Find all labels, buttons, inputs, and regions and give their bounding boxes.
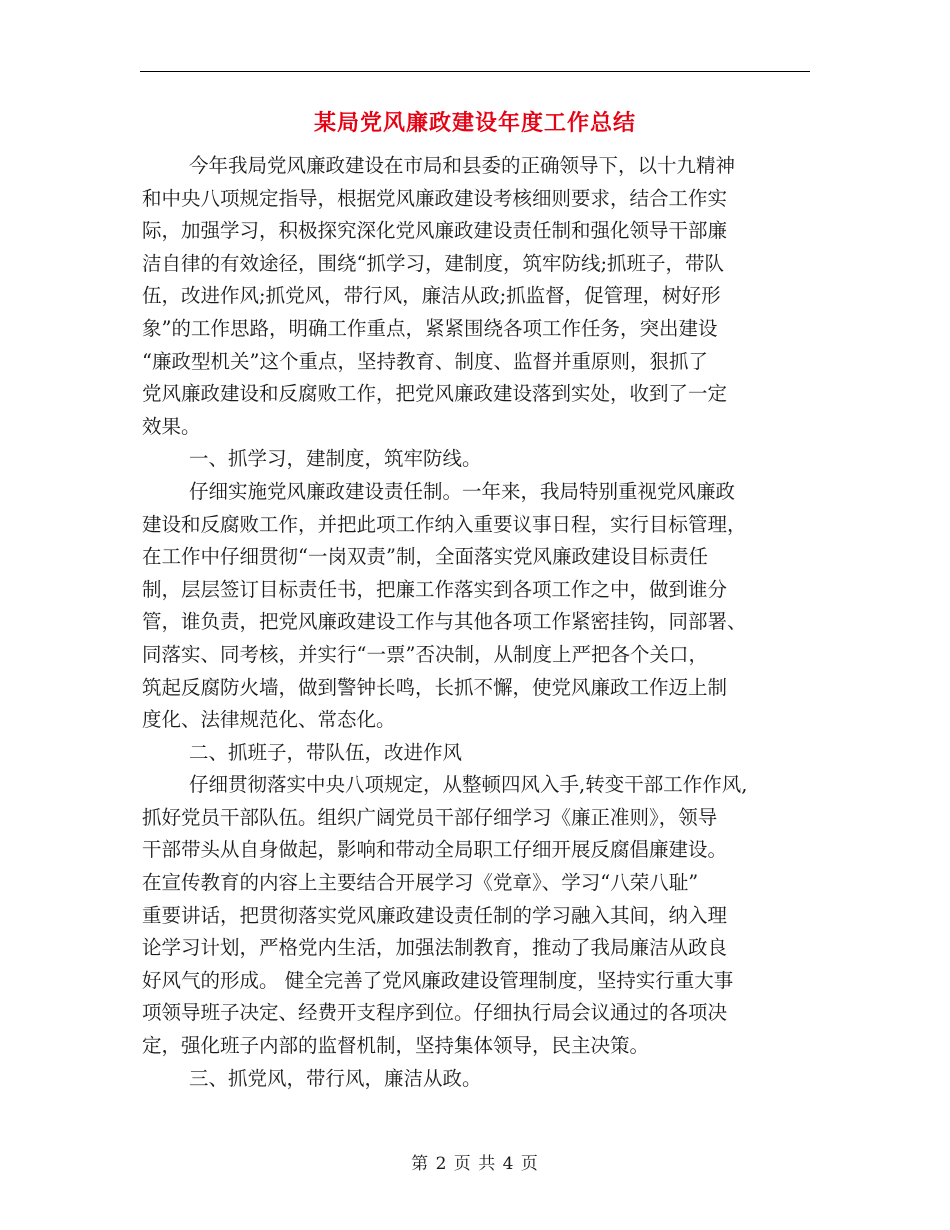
text-line: 一、抓学习，建制度，筑牢防线。 [189,447,482,471]
text-line: 二、抓班子，带队伍，改进作风 [189,740,463,764]
text-line: 仔细实施党风廉政建设责任制。一年来，我局特别重视党风廉政 [189,479,736,503]
header-rule [140,71,810,72]
text-line: 管，谁负责，把党风廉政建设工作与其他各项工作紧密挂钩，同部署、 [142,610,747,634]
text-line: 洁自律的有效途径，围绕“抓学习，建制度，筑牢防线;抓班子，带队 [142,251,725,275]
text-line: 建设和反腐败工作，并把此项工作纳入重要议事日程，实行目标管理， [142,512,747,536]
text-line: 制，层层签订目标责任书，把廉工作落实到各项工作之中，做到谁分 [142,577,728,601]
text-line: 象”的工作思路，明确工作重点，紧紧围绕各项工作任务，突出建设 [142,316,718,340]
text-line: 在宣传教育的内容上主要结合开展学习《党章》、学习“八荣八耻” [142,871,699,895]
text-line: 项领导班子决定、经费开支程序到位。仔细执行局会议通过的各项决 [142,1001,728,1025]
text-line: 和中央八项规定指导，根据党风廉政建设考核细则要求，结合工作实 [142,186,728,210]
text-line: 重要讲话，把贯彻落实党风廉政建设责任制的学习融入其间，纳入理 [142,903,728,927]
text-line: 仔细贯彻落实中央八项规定，从整顿四风入手,转变干部工作作风, [189,773,748,797]
text-line: 党风廉政建设和反腐败工作，把党风廉政建设落到实处，收到了一定 [142,382,728,406]
text-line: 伍，改进作风;抓党风，带行风，廉洁从政;抓监督，促管理，树好形 [142,284,721,308]
text-line: 效果。 [142,414,201,438]
text-line: 好风气的形成。 健全完善了党风廉政建设管理制度，坚持实行重大事 [142,968,734,992]
text-line: 三、抓党风，带行风，廉洁从政。 [189,1066,482,1090]
text-line: 干部带头从自身做起，影响和带动全局职工仔细开展反腐倡廉建设。 [142,838,728,862]
text-line: 在工作中仔细贯彻“一岗双责”制，全面落实党风廉政建设目标责任 [142,545,708,569]
text-line: 际，加强学习，积极探究深化党风廉政建设责任制和强化领导干部廉 [142,219,728,243]
text-line: 度化、法律规范化、常态化。 [142,708,396,732]
document-body [142,150,810,1095]
text-line: 论学习计划，严格党内生活，加强法制教育，推动了我局廉洁从政良 [142,936,728,960]
text-line: 今年我局党风廉政建设在市局和县委的正确领导下，以十九精神 [189,154,736,177]
text-line: 同落实、同考核，并实行“一票”否决制，从制度上严把各个关口， [142,642,708,666]
text-line: 筑起反腐防火墙，做到警钟长鸣，长抓不懈，使党风廉政工作迈上制 [142,675,728,699]
text-line: 抓好党员干部队伍。组织广阔党员干部仔细学习《廉正准则》，领导 [142,805,718,829]
text-line: 定，强化班子内部的监督机制，坚持集体领导，民主决策。 [142,1034,650,1058]
text-line: “廉政型机关”这个重点，坚持教育、制度、监督并重原则，狠抓了 [142,349,708,373]
page-footer: 第 2 页 共 4 页 [411,1154,539,1174]
document-title: 某局党风廉政建设年度工作总结 [313,111,636,136]
